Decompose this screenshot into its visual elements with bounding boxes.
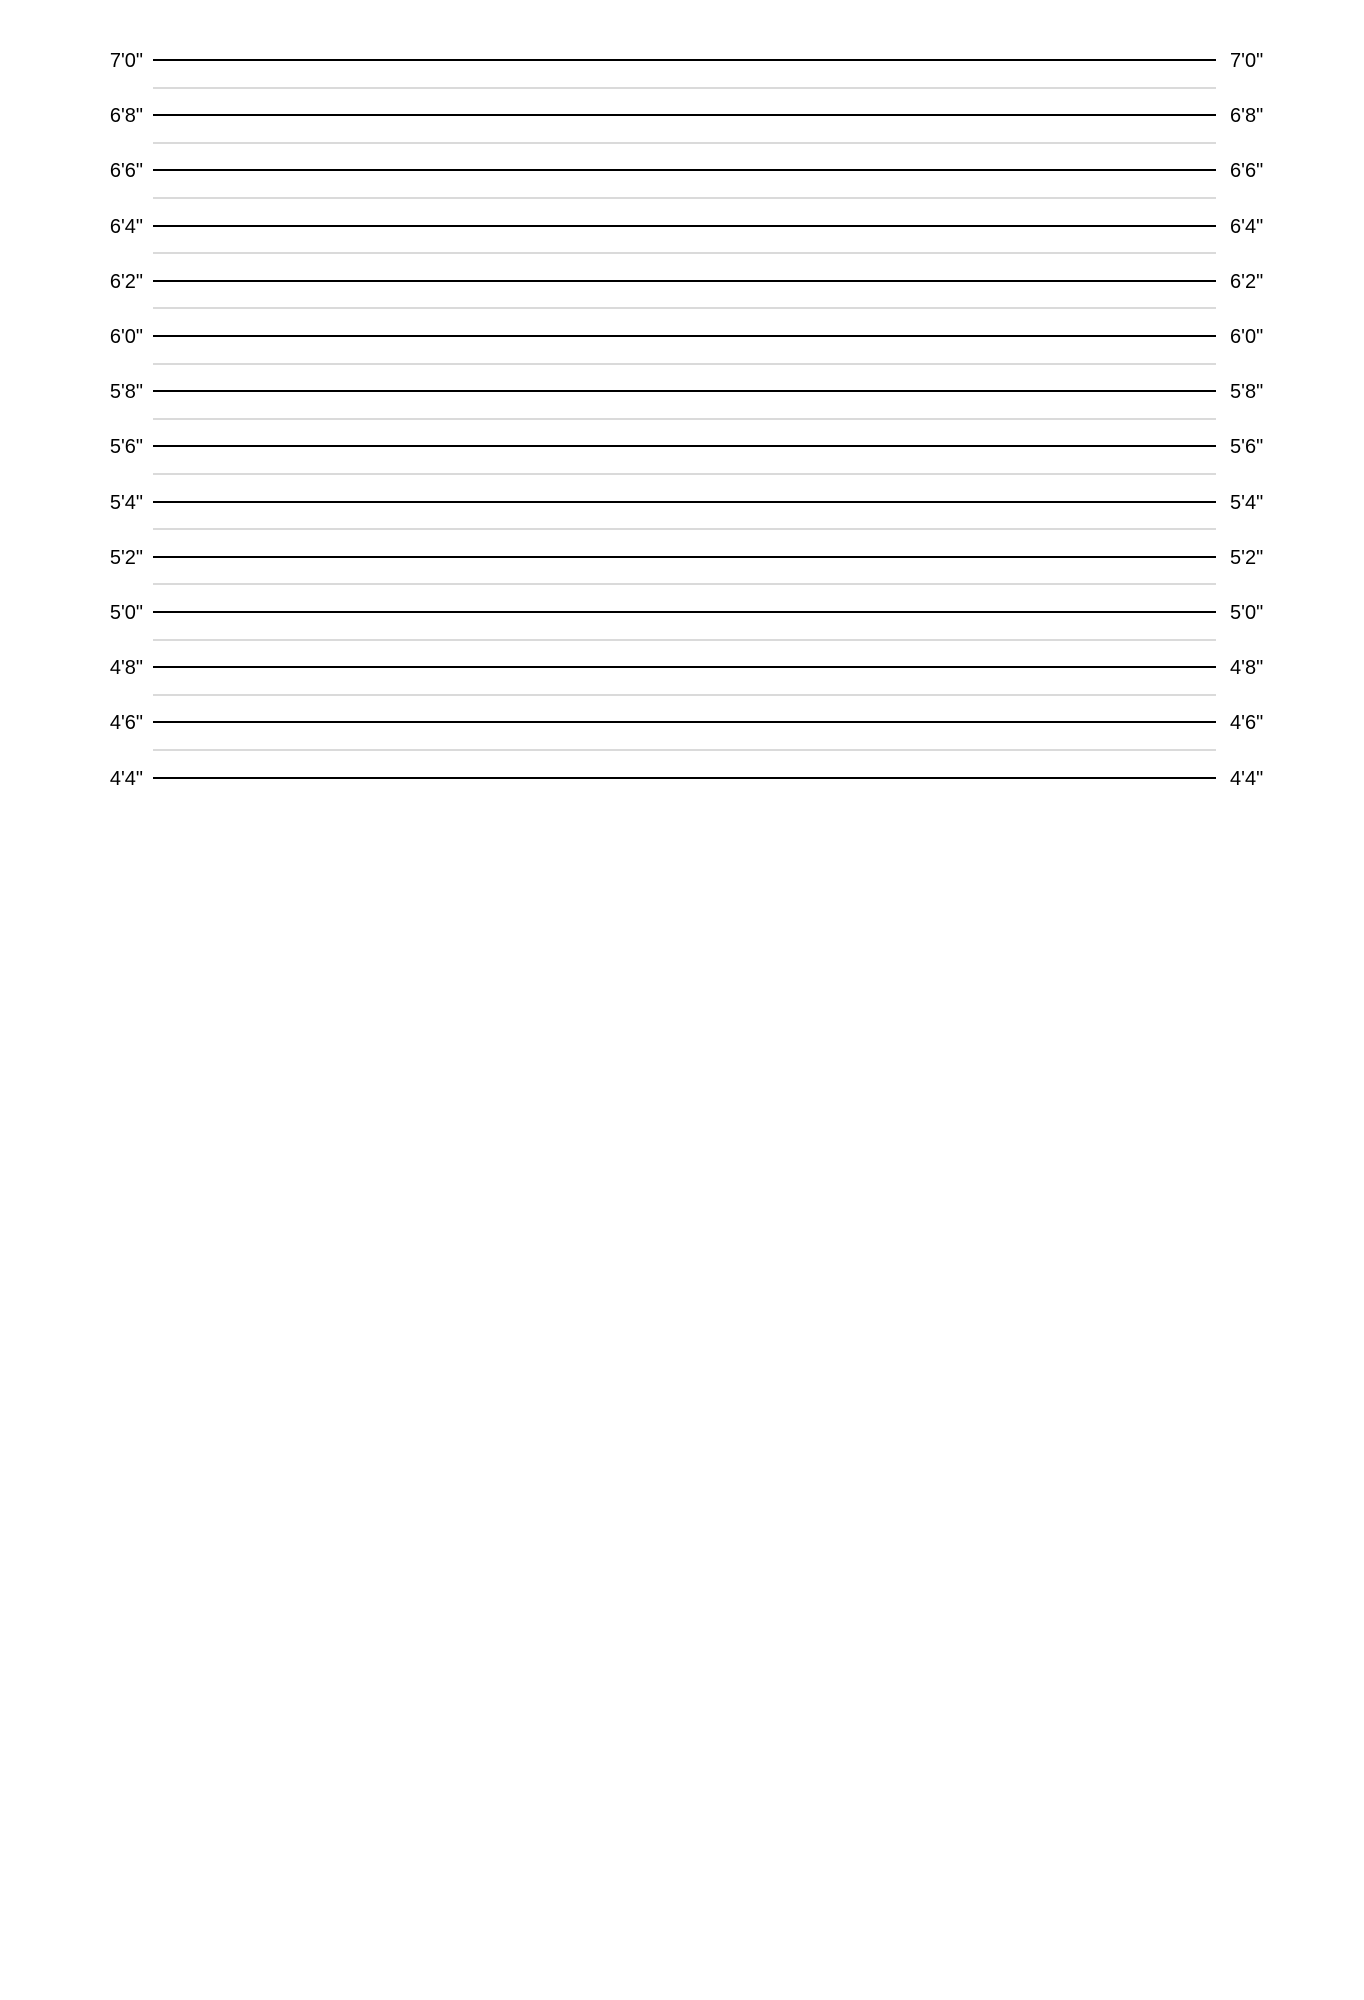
height-label-left: 6'2" [109, 271, 143, 293]
height-mark-row [110, 492, 1263, 529]
height-mark-row [110, 160, 1263, 198]
height-mark-row [110, 216, 1263, 253]
height-label-left: 5'6" [109, 436, 143, 458]
height-label-left: 6'6" [109, 160, 143, 182]
height-mark-row [110, 712, 1263, 750]
height-label-right: 5'0" [1230, 602, 1264, 624]
height-label-left: 7'0" [109, 50, 143, 72]
height-label-right: 6'4" [1230, 216, 1264, 238]
height-label-left: 6'4" [109, 216, 143, 238]
height-mark-row [110, 271, 1263, 308]
height-mark-row [110, 50, 1263, 88]
height-mark-row [110, 547, 1263, 584]
height-label-right: 4'8" [1230, 657, 1264, 679]
height-label-left: 6'8" [109, 105, 143, 127]
height-mark-row [110, 657, 1263, 695]
height-mark-row [110, 602, 1263, 640]
height-label-right: 5'8" [1230, 381, 1264, 403]
height-label-left: 5'8" [109, 381, 143, 403]
height-label-right: 6'6" [1230, 160, 1264, 182]
height-label-right: 5'4" [1230, 492, 1264, 514]
height-label-right: 4'6" [1230, 712, 1264, 734]
height-mark-row [110, 381, 1263, 419]
height-label-right: 6'8" [1230, 105, 1264, 127]
height-mark-row [110, 436, 1263, 474]
height-label-right: 6'2" [1230, 271, 1264, 293]
height-label-left: 4'8" [109, 657, 143, 679]
height-label-left: 5'0" [109, 602, 143, 624]
height-mark-row [110, 768, 1263, 790]
height-label-right: 5'2" [1230, 547, 1264, 569]
height-mark-row [110, 326, 1263, 364]
height-label-right: 5'6" [1230, 436, 1264, 458]
height-label-left: 5'2" [109, 547, 143, 569]
height-label-left: 4'4" [109, 768, 143, 790]
height-label-left: 4'6" [109, 712, 143, 734]
height-mark-row [110, 105, 1263, 143]
height-label-right: 6'0" [1230, 326, 1264, 348]
height-label-left: 6'0" [109, 326, 143, 348]
height-label-right: 7'0" [1230, 50, 1264, 72]
height-label-right: 4'4" [1230, 768, 1264, 790]
height-label-left: 5'4" [109, 492, 143, 514]
